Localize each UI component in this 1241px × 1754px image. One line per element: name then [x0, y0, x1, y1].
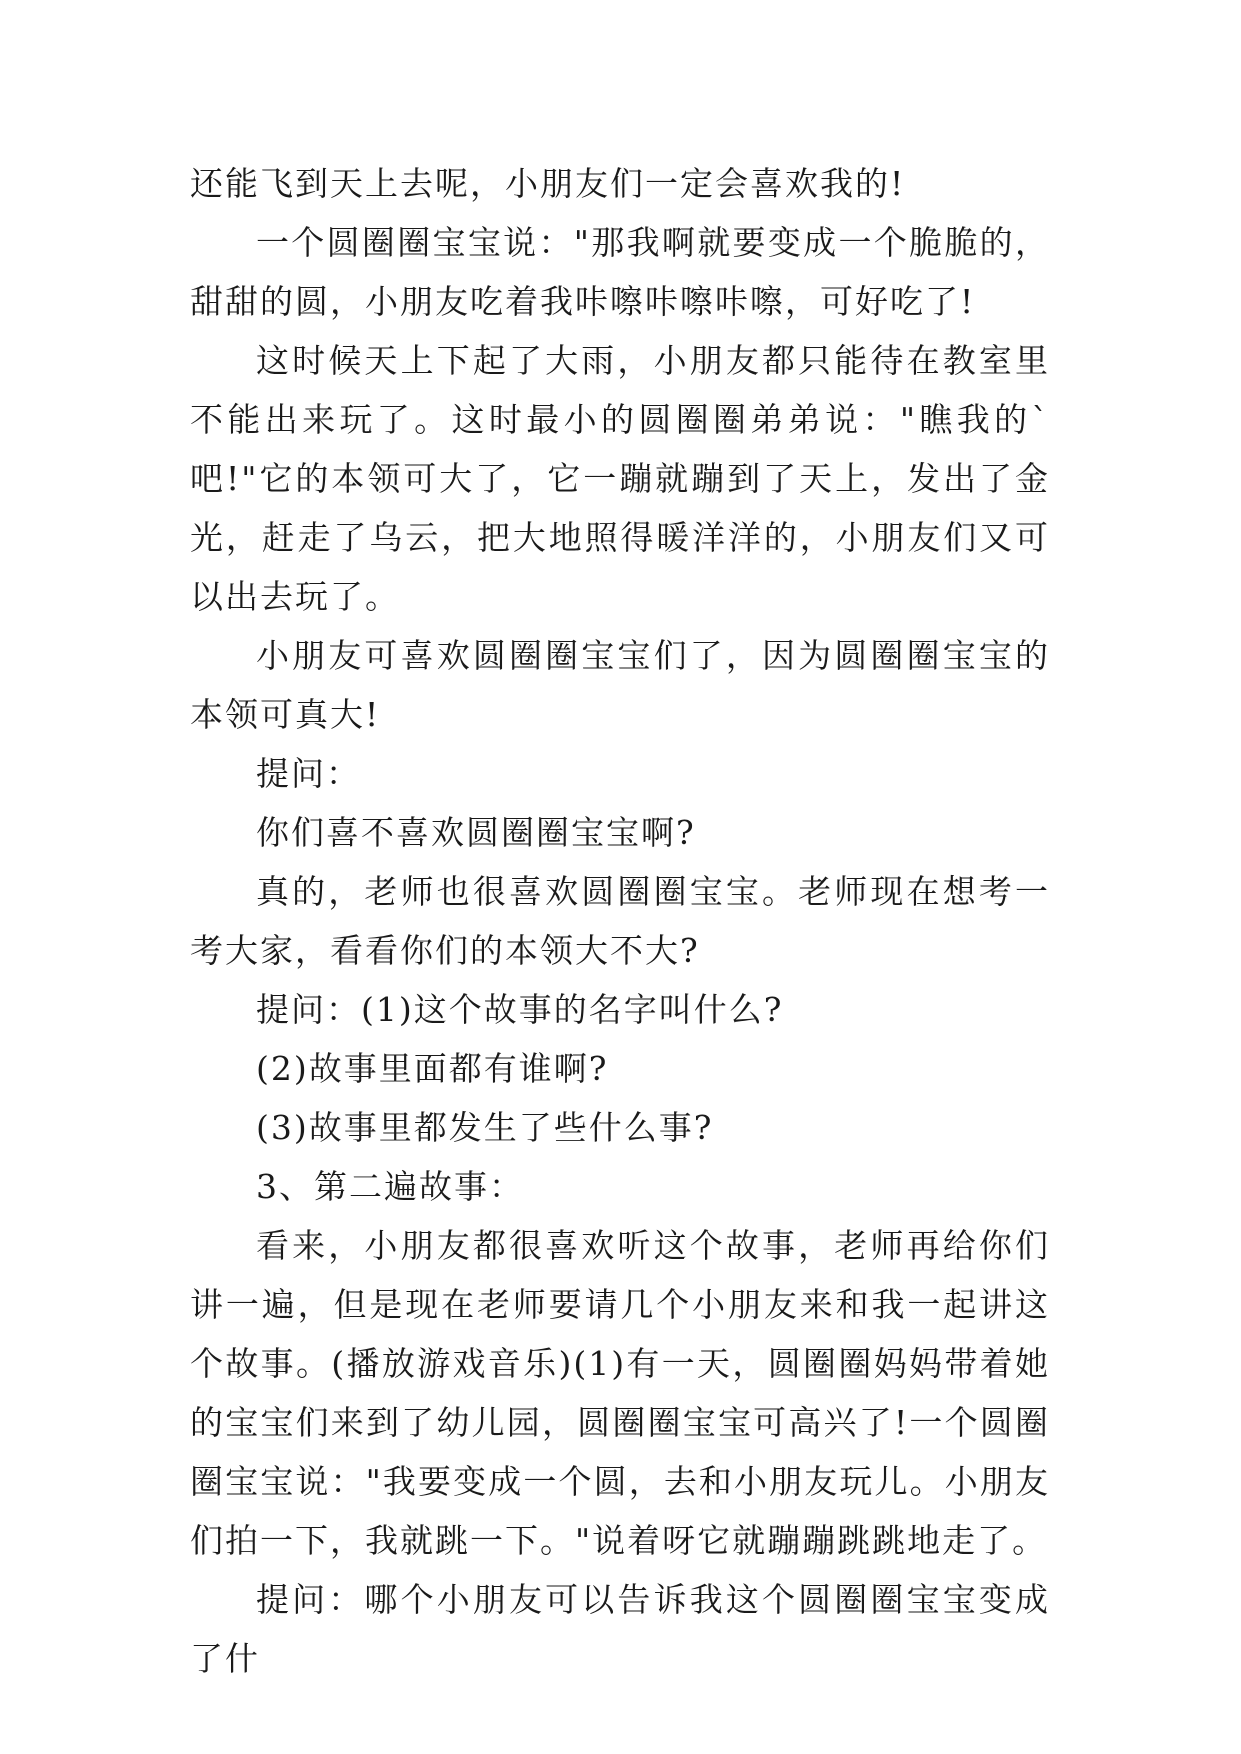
paragraph-12: 看来，小朋友都很喜欢听这个故事，老师再给你们讲一遍，但是现在老师要请几个小朋友来和我一起讲这个故事。(播放游戏音乐)(1)有一天，圆圈圈妈妈带着她的宝宝们来到了幼儿园，圆圈圈宝宝可高兴了!一个圆圈圈宝宝说："我要变成一个圆，去和小朋友玩儿。小朋友们拍一下，我就跳一下。"说着呀它就蹦蹦跳跳地走了。 — [190, 1226, 1050, 1560]
paragraph-4: 小朋友可喜欢圆圈圈宝宝们了，因为圆圈圈宝宝的本领可真大! — [190, 636, 1050, 734]
body-text — [190, 154, 1050, 1688]
paragraph-5: 提问： — [256, 754, 361, 793]
paragraph-9: (2)故事里面都有谁啊? — [256, 1049, 609, 1088]
paragraph-1: 还能飞到天上去呢，小朋友们一定会喜欢我的! — [190, 164, 906, 203]
paragraph-13: 提问：哪个小朋友可以告诉我这个圆圈圈宝宝变成了什 — [190, 1580, 1050, 1678]
paragraph-10: (3)故事里都发生了些什么事? — [256, 1108, 714, 1147]
paragraph-6: 你们喜不喜欢圆圈圈宝宝啊? — [256, 813, 696, 852]
paragraph-8: 提问：(1)这个故事的名字叫什么? — [256, 990, 784, 1029]
paragraph-7: 真的，老师也很喜欢圆圈圈宝宝。老师现在想考一考大家，看看你们的本领大不大? — [190, 872, 1050, 970]
paragraph-11: 3、第二遍故事： — [256, 1167, 524, 1206]
paragraph-2: 一个圆圈圈宝宝说："那我啊就要变成一个脆脆的，甜甜的圆，小朋友吃着我咔嚓咔嚓咔嚓，可好吃了! — [190, 223, 1050, 321]
paragraph-3: 这时候天上下起了大雨，小朋友都只能待在教室里不能出来玩了。这时最小的圆圈圈弟弟说："瞧我的`吧!"它的本领可大了，它一蹦就蹦到了天上，发出了金光，赶走了乌云，把大地照得暖洋洋的，小朋友们又可以出去玩了。 — [190, 341, 1050, 616]
